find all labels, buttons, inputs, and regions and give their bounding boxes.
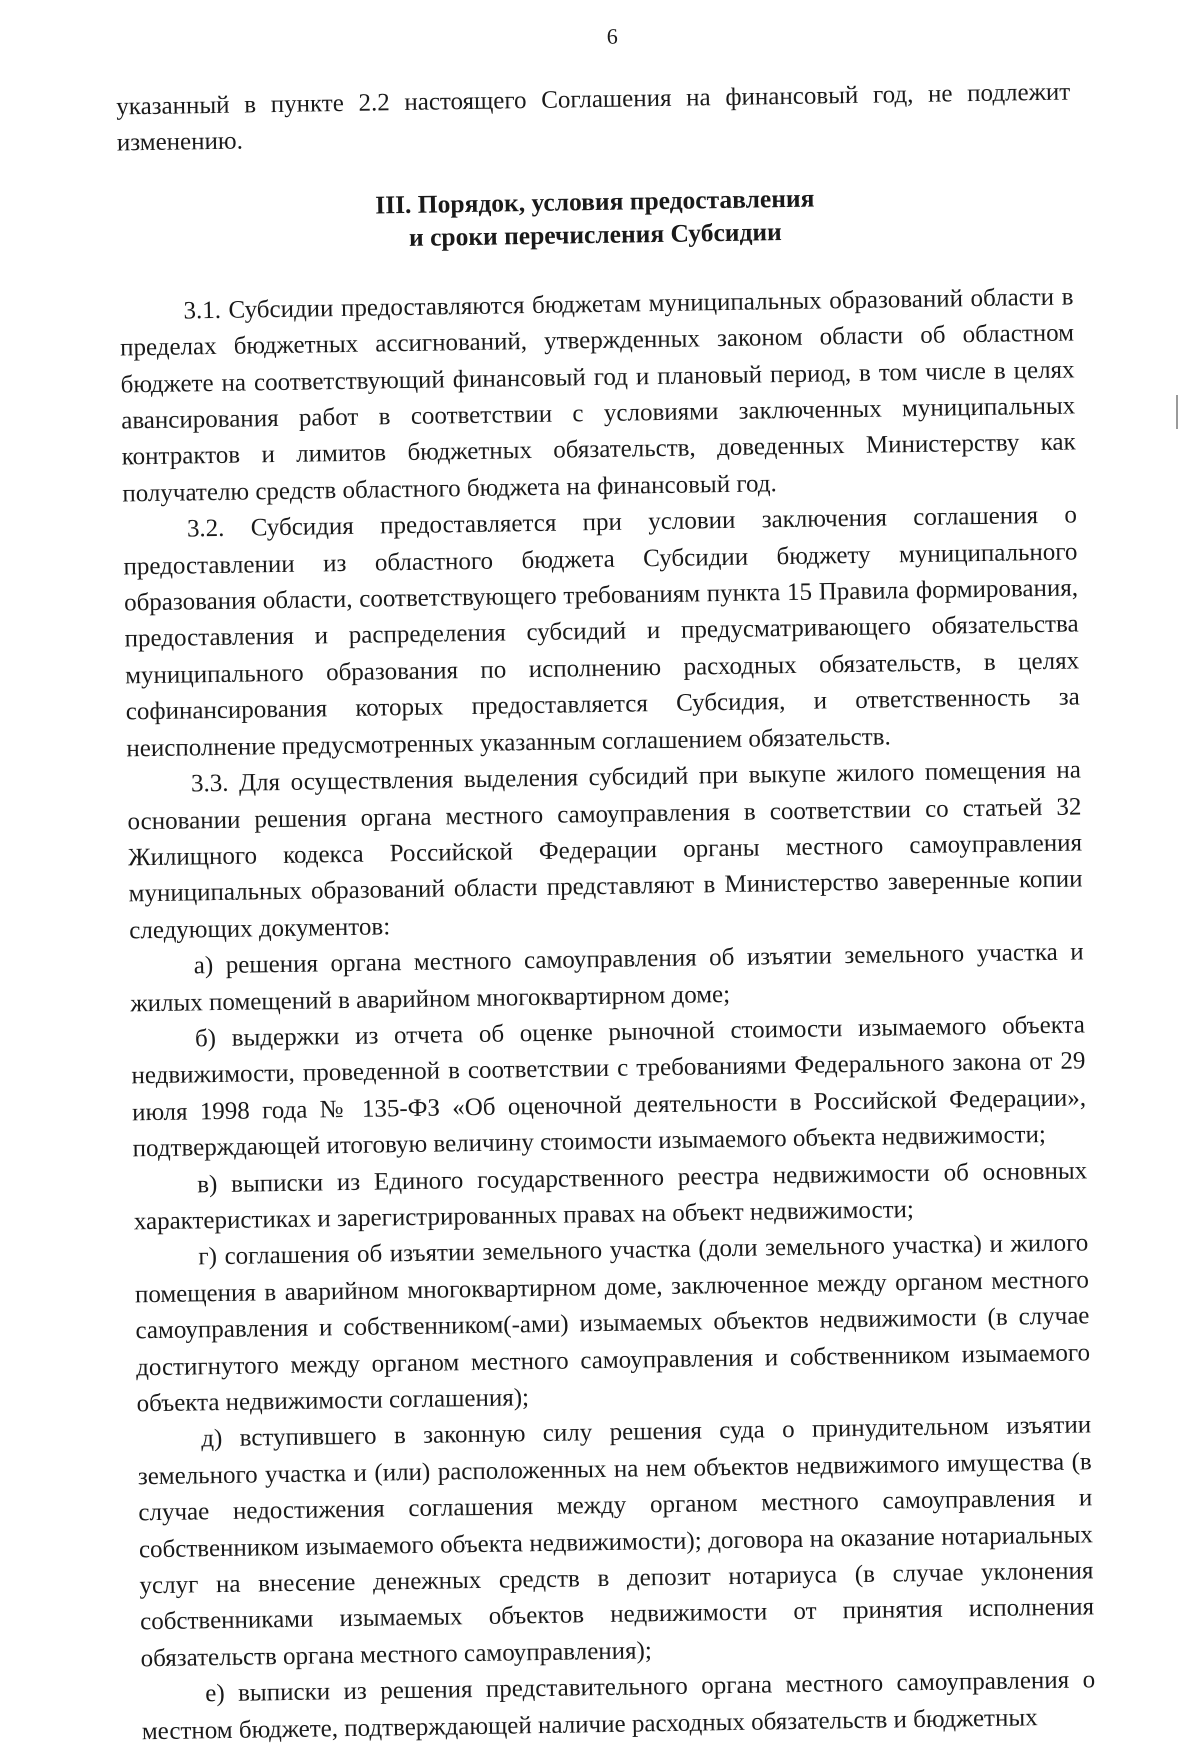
list-item-g: г) соглашения об изъятии земельного участка (доли земельного участка) и жилого помещения в аварийном многоквартирном доме, заключенное между органом местного самоуправления и собственником(-ами) изымаемых объектов недвижимости (в случае достигнутого между органом местного самоуправления и собственником изымаемого объекта недвижимости соглашения); <box>134 1229 1091 1418</box>
clause-3-1: 3.1. Субсидии предоставляются бюджетам муниципальных образований области в пределах бюджетных ассигнований, утвержденных законом области об областном бюджете на соответствующий финансовый год и плановый период, в том числе в целях авансирования работ в соответствии с условиями заключенных муниципальных контрактов и лимитов бюджетных обязательств, доведенных Министерству как получателю средств областного бюджета на финансовый год. <box>119 283 1076 508</box>
page-number: 6 <box>606 23 618 49</box>
list-item-a: а) решения органа местного самоуправления об изъятии земельного участка и жилых помещений в аварийном многоквартирном доме; <box>130 938 1084 1017</box>
section-title-line-1: III. Порядок, условия предоставления <box>375 183 815 220</box>
section-title <box>118 177 1073 258</box>
section-title-line-2: и сроки перечисления Субсидии <box>408 216 782 252</box>
clause-3-3: 3.3. Для осуществления выделения субсидий при выкупе жилого помещения на основании решения органа местного самоуправления в соответствии со статьей 32 Жилищного кодекса Российской Федерации органы местного самоуправления муниципальных образований области представляют в Министерство заверенные копии следующих документов: <box>127 756 1083 945</box>
list-item-d: д) вступившего в законную силу решения суда о принудительном изъятии земельного участка и (или) расположенных на нем объектов недвижимого имущества (в случае недостижения соглашения между органом местного самоуправления и собственником изымаемого объекта недвижимости); договора на оказание нотариальных услуг на внесение денежных средств в депозит нотариуса (в случае уклонения собственниками изымаемых объектов недвижимости от принятия исполнения обязательств органа местного самоуправления); <box>137 1411 1095 1673</box>
list-item-b: б) выдержки из отчета об оценке рыночной стоимости изымаемого объекта недвижимости, проведенной в соответствии с требованиями Федерального закона от 29 июля 1998 года № 135-ФЗ «Об оценочной деятельности в Российской Федерации», подтверждающей итоговую величину стоимости изымаемого объекта недвижимости; <box>131 1011 1087 1163</box>
clause-3-2: 3.2. Субсидия предоставляется при условии заключения соглашения о предоставлении из областного бюджета Субсидии бюджету муниципального образования области, соответствующего требованиям пункта 15 Правила формирования, предоставления и распределения субсидий и предусматривающего обязательства муниципального образования по исполнению расходных обязательств, в целях софинансирования которых предоставляется Субсидия, и ответственность за неисполнение предусмотренных указанным соглашением обязательств. <box>123 501 1080 763</box>
continuation-paragraph: указанный в пункте 2.2 настоящего Соглашения на финансовый год, не подлежит изменению. <box>116 78 1071 157</box>
list-item-v: в) выписки из Единого государственного реестра недвижимости об основных характеристиках и зарегистрированных правах на объект недвижимости; <box>133 1156 1088 1236</box>
scan-artifact-mark <box>1176 395 1178 429</box>
list-item-e: е) выписки из решения представительного органа местного самоуправления о местном бюджете, подтверждающей наличие расходных обязательств и бюджетных <box>141 1666 1096 1745</box>
